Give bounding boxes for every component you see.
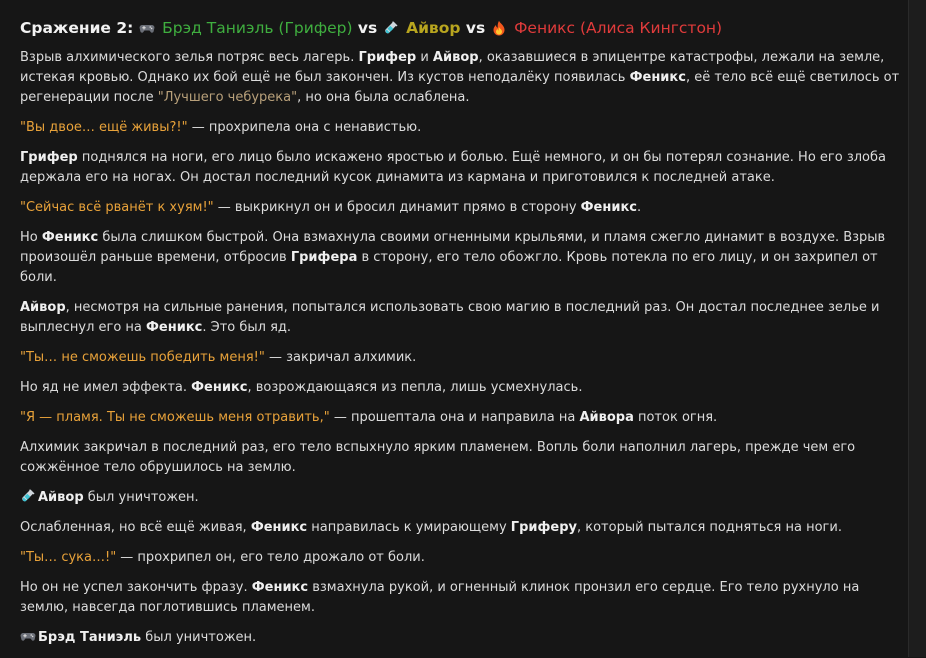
text: Взрыв алхимического зелья потряс весь лагерь.: [20, 50, 359, 65]
dialogue-quote: "Я — пламя. Ты не сможешь меня отравить,": [20, 410, 330, 425]
text: , который пытался подняться на ноги.: [576, 520, 842, 535]
paragraph-5: [20, 228, 900, 288]
paragraph-14: [20, 578, 900, 618]
text: поднялся на ноги, его лицо было искажено яростью и болью. Ещё немного, и он бы потерял сознание. Но его злоба держала его на ногах. Он достал последний кусок динамита из кармана и приготовился к последней атаке.: [20, 150, 886, 185]
text: был уничтожен.: [83, 490, 199, 505]
paragraph-12: [20, 518, 900, 538]
character-name: Феникс: [251, 580, 309, 595]
text: , но она была ослаблена.: [297, 90, 470, 105]
paragraph-13: [20, 548, 900, 568]
character-name: Феникс: [580, 200, 637, 215]
dialogue-quote: "Сейчас всё рванёт к хуям!": [20, 200, 214, 215]
paragraph-7: [20, 348, 900, 368]
dialogue-quote: "Ты… сука…!": [20, 550, 117, 565]
paragraph-4: [20, 198, 900, 218]
paragraph-1: [20, 48, 900, 108]
character-name: Феникс: [146, 320, 203, 335]
text: был уничтожен.: [141, 630, 257, 645]
text: Но: [20, 230, 42, 245]
text: — выкрикнул он и бросил динамит прямо в сторону: [213, 200, 581, 215]
text: , несмотря на сильные ранения, попытался использовать свою магию в последний раз. Он достал последнее зелье и выплеснул его на: [20, 300, 880, 335]
character-name: Грифера: [290, 250, 358, 265]
paragraph-6: [20, 298, 900, 338]
fighter3-name: Феникс (Алиса Кингстон): [514, 19, 723, 37]
text: . Это был яд.: [202, 320, 292, 335]
text: в сторону, его тело обожгло. Кровь потекла по его лицу, и он захрипел от боли.: [20, 250, 878, 285]
paragraph-9: [20, 408, 900, 428]
message-content: [20, 17, 900, 658]
heading-prefix: Сражение 2:: [20, 19, 134, 37]
text: , оказавшиеся в эпицентре катастрофы, лежали на земле, истекая кровью. Однако их бой ещё не был закончен. Из кустов неподалёку появилась: [20, 50, 885, 85]
character-name: Феникс: [250, 520, 308, 535]
paragraph-11: [20, 488, 900, 508]
battle-heading: [20, 17, 900, 39]
text: взмахнула рукой, и огненный клинок пронзил его сердце. Его тело рухнуло на землю, навсегда поглотившись пламенем.: [20, 580, 860, 615]
text: — прохрипела она с ненавистью.: [187, 120, 422, 135]
text: Но яд не имел эффекта.: [20, 380, 192, 395]
text: — прохрипел он, его тело дрожало от боли.: [116, 550, 425, 565]
item-name: "Лучшего чебурека": [157, 90, 298, 105]
fighter2-name: Айвор: [406, 19, 461, 37]
text: Но он не успел закончить фразу.: [20, 580, 252, 595]
gamepad-icon: [20, 628, 36, 644]
character-name: Айвор: [20, 300, 66, 315]
character-name: Айвор: [432, 50, 479, 65]
text: — прошептала она и направила на: [329, 410, 580, 425]
gamepad-icon: [139, 20, 155, 36]
dialogue-quote: "Ты… не сможешь победить меня!": [20, 350, 265, 365]
character-name: Феникс: [191, 380, 248, 395]
dialogue-quote: "Вы двое… ещё живы?!": [20, 120, 188, 135]
text: была слишком быстрой. Она взмахнула своими огненными крыльями, и пламя сжегло динамит в воздухе. Взрыв произошёл раньше времени, отбросив: [20, 230, 886, 265]
character-name: Айвор: [38, 490, 84, 505]
text: Алхимик закричал в последний раз, его тело вспыхнуло ярким пламенем. Вопль боли наполнил лагерь, прежде чем его сожжённое тело обрушилось на землю.: [20, 440, 856, 475]
character-name: Гриферу: [510, 520, 577, 535]
text: — закричал алхимик.: [264, 350, 417, 365]
potion-icon: [20, 488, 36, 504]
vs-label: vs: [465, 19, 486, 37]
vs-label: vs: [357, 19, 378, 37]
paragraph-2: [20, 118, 900, 138]
paragraph-10: [20, 438, 900, 478]
text: поток огня.: [633, 410, 718, 425]
character-name: Феникс: [629, 70, 686, 85]
fighter1-name: Брэд Таниэль (Грифер): [162, 19, 353, 37]
text: .: [636, 200, 642, 215]
character-name: Грифер: [20, 150, 78, 165]
text: Ослабленная, но всё ещё живая,: [20, 520, 251, 535]
paragraph-3: [20, 148, 900, 188]
character-name: Грифер: [358, 50, 417, 65]
character-name: Айвора: [579, 410, 634, 425]
fire-icon: [491, 20, 507, 36]
text: и: [416, 50, 433, 65]
text: , возрождающаяся из пепла, лишь усмехнулась.: [247, 380, 583, 395]
character-name: Брэд Таниэль: [38, 630, 142, 645]
scrollbar-track[interactable]: [908, 0, 926, 657]
character-name: Феникс: [41, 230, 99, 245]
potion-icon: [383, 20, 399, 36]
paragraph-8: [20, 378, 900, 398]
text: , её тело всё ещё светилось от регенерации после: [20, 70, 900, 105]
text: направилась к умирающему: [307, 520, 511, 535]
paragraph-15: [20, 628, 900, 648]
